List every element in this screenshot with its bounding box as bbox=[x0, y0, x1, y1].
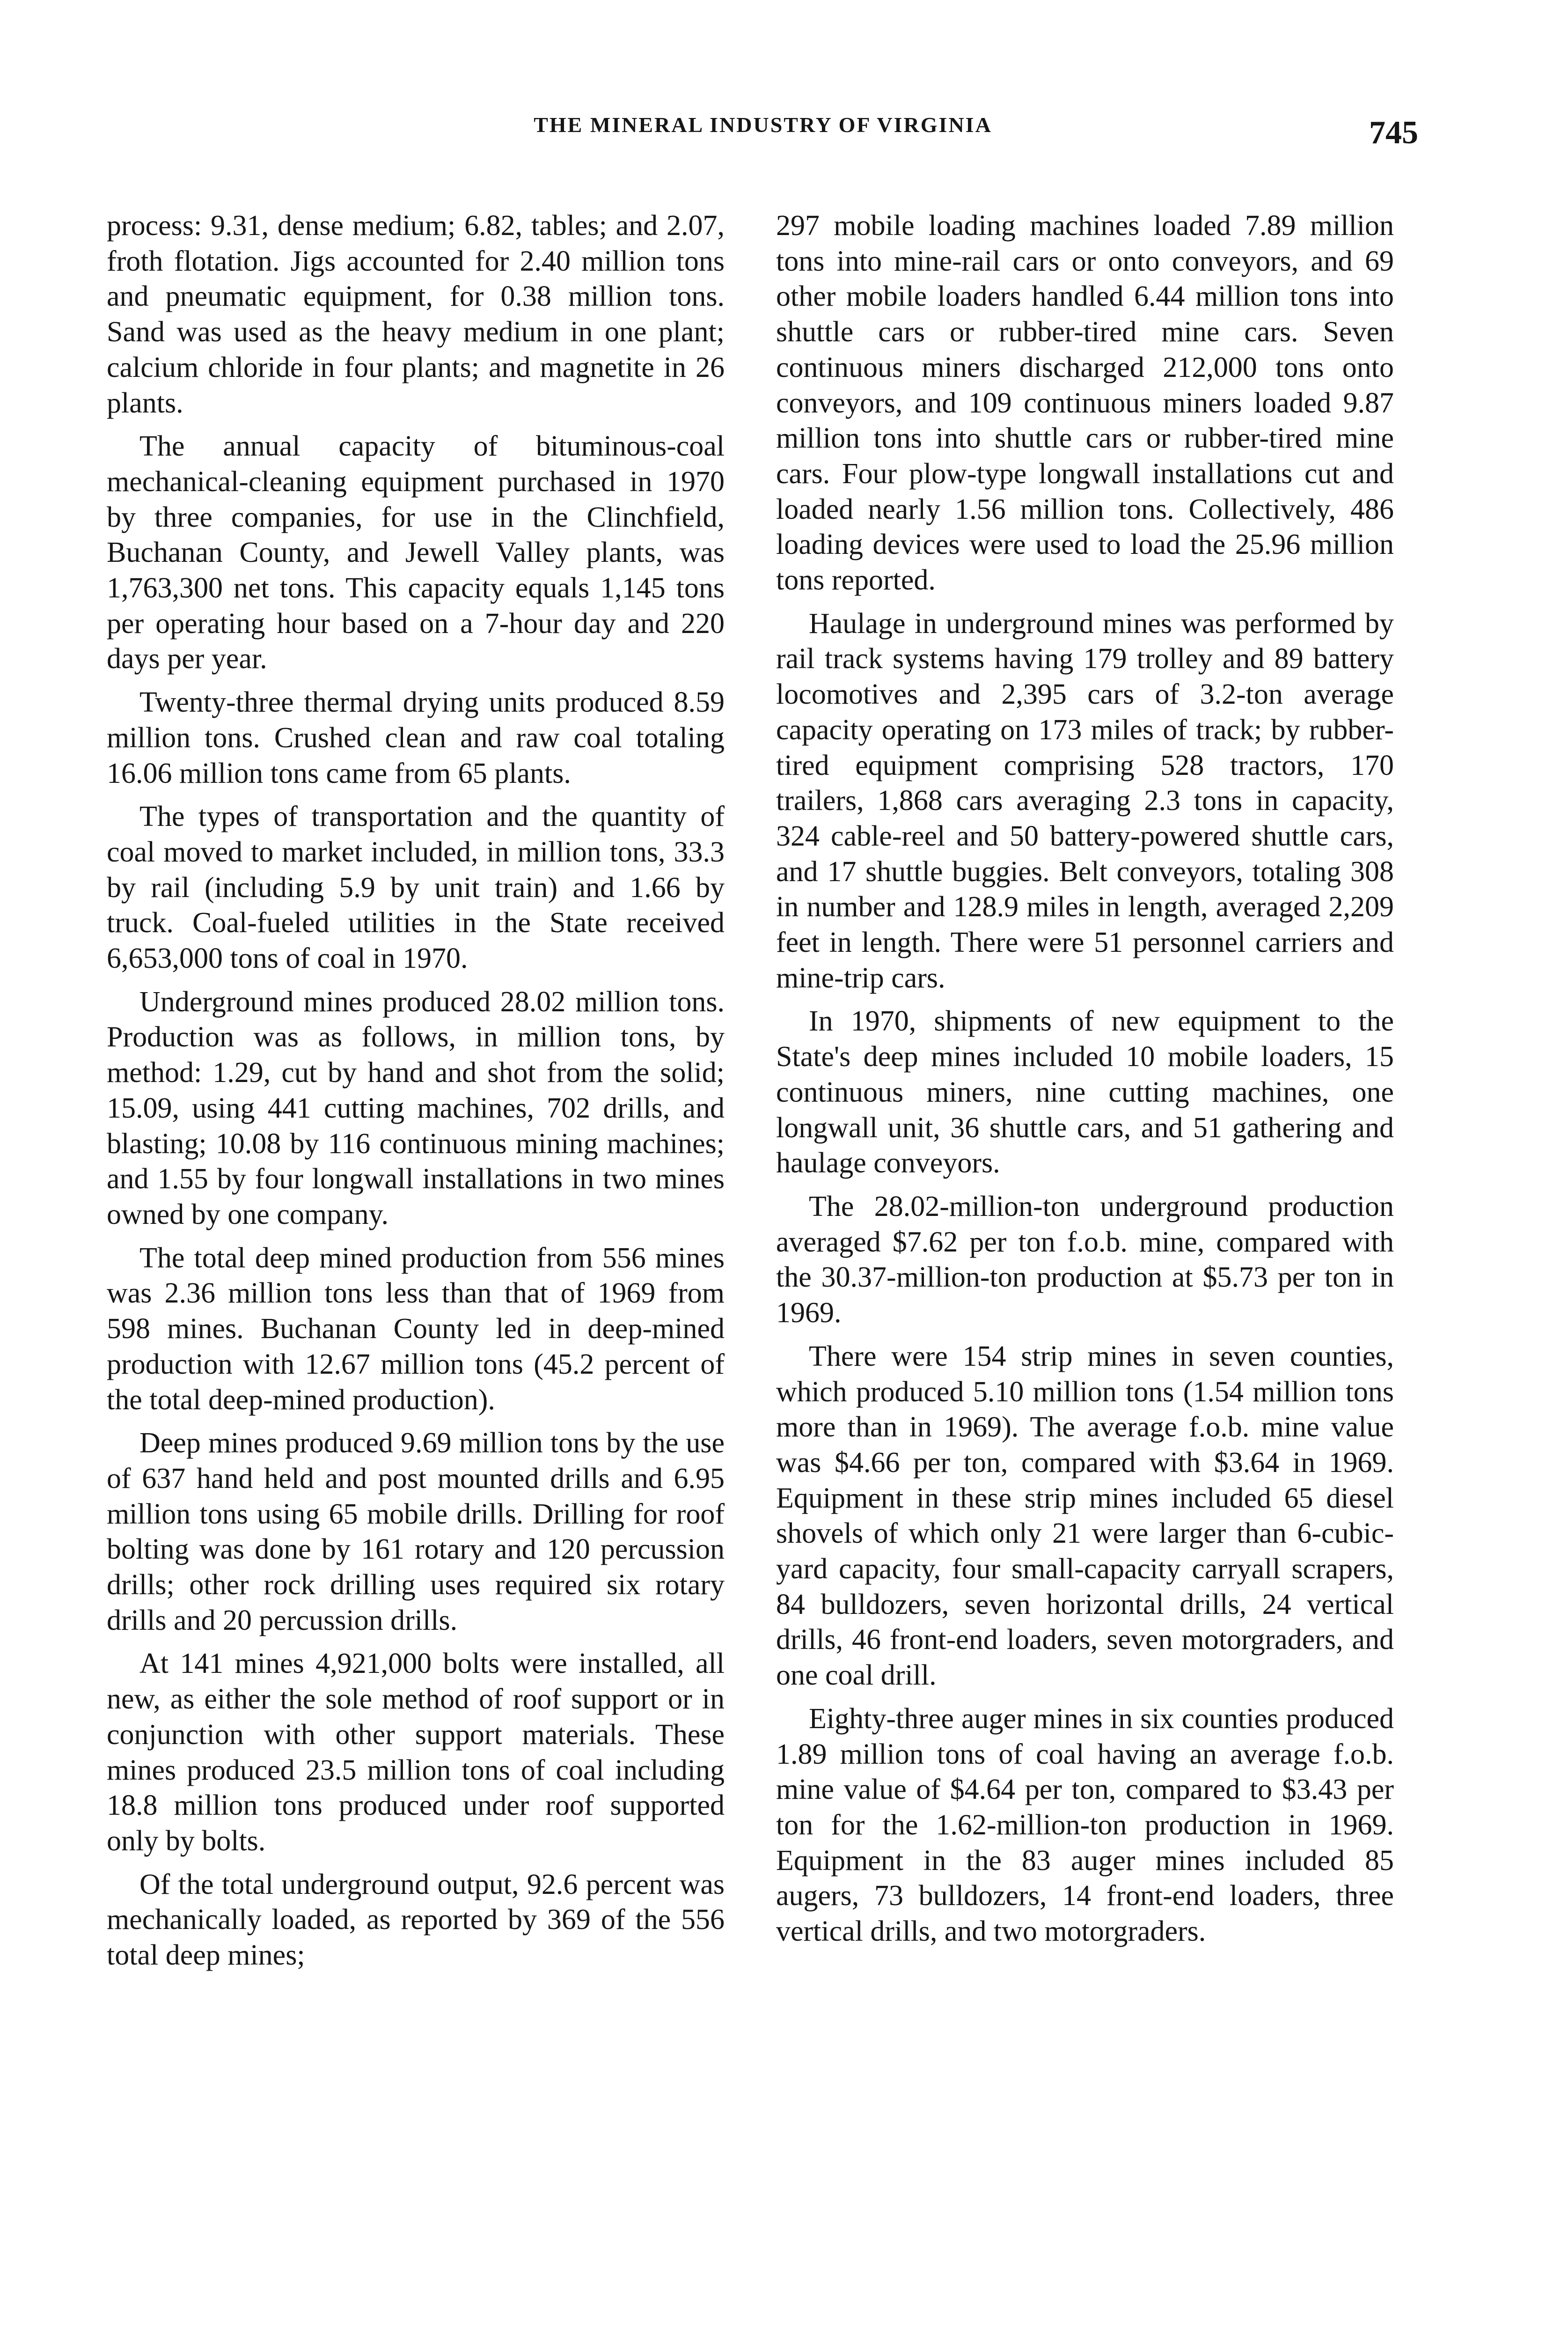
paragraph: Twenty-three thermal drying units produced 8.59 million tons. Crushed clean and raw coal totaling 16.06 million tons came from 65 plants. bbox=[107, 686, 725, 789]
paragraph: 297 mobile loading machines loaded 7.89 million tons into mine-rail cars or onto conveyors, and 69 other mobile loaders handled 6.44 million tons into shuttle cars or rubber-tired mine cars. Seven continuous miners discharged 212,000 tons onto conveyors, and 109 continuous miners loaded 9.87 million tons into shuttle cars or rubber-tired mine cars. Four plow-type longwall installations cut and loaded nearly 1.56 million tons. Collectively, 486 loading devices were used to load the 25.96 million tons reported. bbox=[776, 210, 1394, 596]
paragraph: There were 154 strip mines in seven counties, which produced 5.10 million tons (1.54 million tons more than in 1969). The average f.o.b. mine value was $4.66 per ton, compared with $3.64 in 1969. Equipment in these strip mines included 65 diesel shovels of which only 21 were larger than 6-cubic-yard capacity, four small-capacity carryall scrapers, 84 bulldozers, seven horizontal drills, 24 vertical drills, 46 front-end loaders, seven motorgraders, and one coal drill. bbox=[776, 1340, 1394, 1692]
paragraph: Underground mines produced 28.02 million tons. Production was as follows, in million tons, by method: 1.29, cut by hand and shot from the solid; 15.09, using 441 cutting machines, 702 drills, and blasting; 10.08 by 116 continuous mining machines; and 1.55 by four longwall installations in two mines owned by one company. bbox=[107, 986, 725, 1230]
paragraph: The 28.02-million-ton underground production averaged $7.62 per ton f.o.b. mine, compared with the 30.37-million-ton production at $5.73 per ton in 1969. bbox=[776, 1190, 1394, 1329]
running-title: THE MINERAL INDUSTRY OF VIRGINIA bbox=[534, 113, 992, 137]
paragraph: process: 9.31, dense medium; 6.82, tables; and 2.07, froth flotation. Jigs accounted for 2.40 million tons and pneumatic equipment, for 0.38 million tons. Sand was used as the heavy medium in one plant; calcium chloride in four plants; and magnetite in 26 plants. bbox=[107, 210, 725, 419]
paragraph: Deep mines produced 9.69 million tons by the use of 637 hand held and post mounted drills and 6.95 million tons using 65 mobile drills. Drilling for roof bolting was done by 161 rotary and 120 percussion drills; other rock drilling uses required six rotary drills and 20 percussion drills. bbox=[107, 1427, 725, 1636]
page-number: 745 bbox=[1369, 115, 1418, 151]
paragraph: The types of transportation and the quantity of coal moved to market included, in million tons, 33.3 by rail (including 5.9 by unit train) and 1.66 by truck. Coal-fueled utilities in the State received 6,653,000 tons of coal in 1970. bbox=[107, 801, 725, 975]
paragraph: Haulage in underground mines was performed by rail track systems having 179 trolley and 89 battery locomotives and 2,395 cars of 3.2-ton average capacity operating on 173 miles of track; by rubber-tired equipment comprising 528 tractors, 170 trailers, 1,868 cars averaging 2.3 tons in capacity, 324 cable-reel and 50 battery-powered shuttle cars, and 17 shuttle buggies. Belt conveyors, totaling 308 in number and 128.9 miles in length, averaged 2,209 feet in length. There were 51 personnel carriers and mine-trip cars. bbox=[776, 607, 1394, 994]
paragraph: In 1970, shipments of new equipment to the State's deep mines included 10 mobile loaders, 15 continuous miners, nine cutting machines, one longwall unit, 36 shuttle cars, and 51 gathering and haulage conveyors. bbox=[776, 1005, 1394, 1179]
paragraph: Of the total underground output, 92.6 percent was mechanically loaded, as reported by 369 of the 556 total deep mines; bbox=[107, 1868, 725, 1972]
paragraph: Eighty-three auger mines in six counties produced 1.89 million tons of coal having an average f.o.b. mine value of $4.64 per ton, compared to $3.43 per ton for the 1.62-million-ton production in 1969. Equipment in the 83 auger mines included 85 augers, 73 bulldozers, 14 front-end loaders, three vertical drills, and two motorgraders. bbox=[776, 1702, 1394, 1948]
left-column bbox=[107, 208, 725, 1981]
right-column bbox=[776, 208, 1394, 1958]
paragraph: At 141 mines 4,921,000 bolts were installed, all new, as either the sole method of roof support or in conjunction with other support materials. These mines produced 23.5 million tons of coal including 18.8 million tons produced under roof supported only by bolts. bbox=[107, 1648, 725, 1857]
paragraph: The annual capacity of bituminous-coal mechanical-cleaning equipment purchased in 1970 by three companies, for use in the Clinchfield, Buchanan County, and Jewell Valley plants, was 1,763,300 net tons. This capacity equals 1,145 tons per operating hour based on a 7-hour day and 220 days per year. bbox=[107, 430, 725, 675]
paragraph: The total deep mined production from 556 mines was 2.36 million tons less than that of 1969 from 598 mines. Buchanan County led in deep-mined production with 12.67 million tons (45.2 percent of the total deep-mined production). bbox=[107, 1242, 725, 1416]
